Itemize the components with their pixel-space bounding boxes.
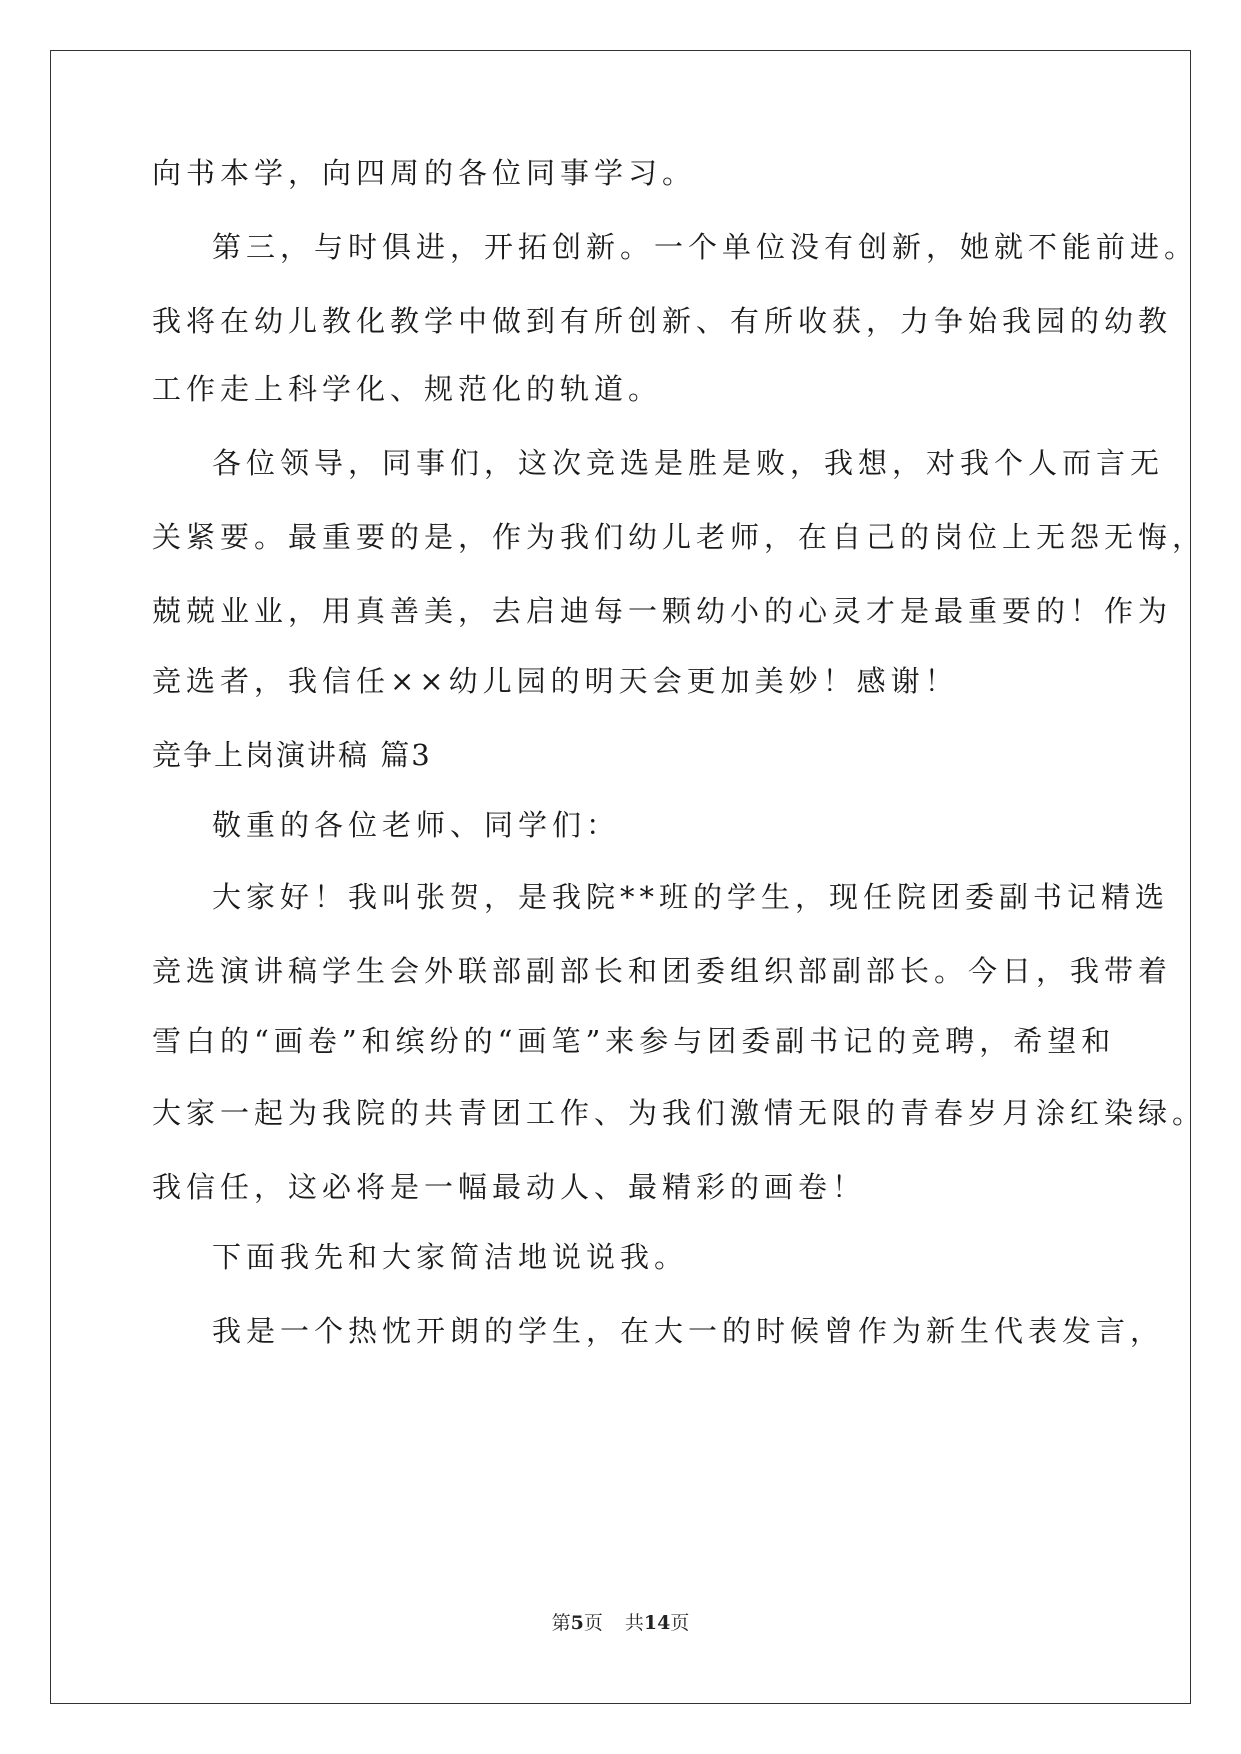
text-line: 向书本学，向四周的各位同事学习。 bbox=[152, 156, 697, 190]
text-line: 大家一起为我院的共青团工作、为我们激情无限的青春岁月涂红染绿。 bbox=[152, 1096, 1207, 1130]
footer-total-prefix: 共 bbox=[624, 1612, 644, 1634]
text-line: 我将在幼儿教化教学中做到有所创新、有所收获，力争始我园的幼教 bbox=[152, 304, 1173, 338]
text-line: 我是一个热忱开朗的学生，在大一的时候曾作为新生代表发言， bbox=[212, 1314, 1165, 1348]
text-line: 兢兢业业，用真善美，去启迪每一颗幼小的心灵才是最重要的！作为 bbox=[152, 594, 1173, 628]
footer-prefix: 第 bbox=[551, 1612, 571, 1634]
text-line: 大家好！我叫张贺，是我院**班的学生，现任院团委副书记精选 bbox=[212, 880, 1170, 914]
text-line: 敬重的各位老师、同学们： bbox=[212, 808, 621, 842]
text-line: 下面我先和大家简洁地说说我。 bbox=[212, 1240, 689, 1274]
text-line: 各位领导，同事们，这次竞选是胜是败，我想，对我个人而言无 bbox=[212, 446, 1165, 480]
page-footer bbox=[0, 1608, 1241, 1635]
page-border bbox=[50, 50, 1191, 1704]
section-heading: 竞争上岗演讲稿 篇3 bbox=[152, 738, 432, 772]
text-line: 我信任，这必将是一幅最动人、最精彩的画卷！ bbox=[152, 1170, 867, 1204]
text-line: 工作走上科学化、规范化的轨道。 bbox=[152, 372, 663, 406]
total-page-number: 14 bbox=[643, 1612, 671, 1634]
text-line: 雪白的“画卷”和缤纷的“画笔”来参与团委副书记的竞聘，希望和 bbox=[152, 1024, 1116, 1058]
footer-page-suffix: 页 bbox=[583, 1612, 603, 1634]
text-line: 关紧要。最重要的是，作为我们幼儿老师，在自己的岗位上无怨无悔， bbox=[152, 520, 1207, 554]
text-line: 竞选演讲稿学生会外联部副部长和团委组织部副部长。今日，我带着 bbox=[152, 954, 1173, 988]
text-line: 竞选者，我信任××幼儿园的明天会更加美妙！感谢！ bbox=[152, 664, 959, 698]
footer-total-suffix: 页 bbox=[670, 1612, 690, 1634]
current-page-number: 5 bbox=[570, 1612, 584, 1634]
text-line: 第三，与时俱进，开拓创新。一个单位没有创新，她就不能前进。 bbox=[212, 230, 1199, 264]
